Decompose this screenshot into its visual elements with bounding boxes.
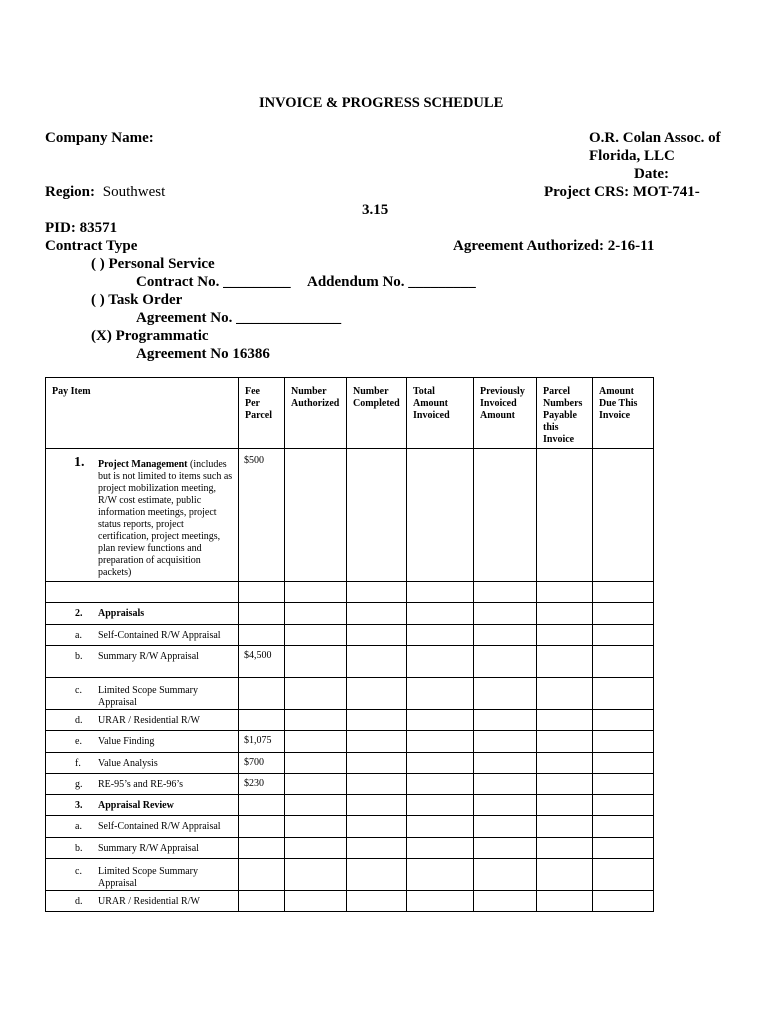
option-personal-service: ( ) Personal Service bbox=[91, 256, 215, 272]
fee-value bbox=[239, 625, 284, 629]
previously-invoiced-cell bbox=[474, 710, 537, 731]
agreement-authorized: Agreement Authorized: 2-16-11 bbox=[453, 238, 655, 254]
pay-item-cell bbox=[46, 449, 239, 582]
number-completed-cell bbox=[347, 678, 407, 710]
previously-invoiced-cell bbox=[474, 582, 537, 603]
number-completed-cell bbox=[347, 625, 407, 646]
parcel-numbers-cell bbox=[537, 774, 593, 795]
total-amount-cell bbox=[407, 891, 474, 912]
pay-item-description: Appraisals bbox=[98, 608, 145, 619]
pay-item-letter: b. bbox=[75, 843, 83, 854]
table-header-row bbox=[46, 378, 654, 449]
progress-schedule-table bbox=[45, 377, 654, 912]
number-authorized-cell bbox=[285, 582, 347, 603]
parcel-numbers-cell bbox=[537, 449, 593, 582]
pay-item-description: Value Analysis bbox=[98, 758, 158, 769]
pay-item-description: Summary R/W Appraisal bbox=[98, 843, 199, 854]
pay-item-description: Limited Scope Summary bbox=[98, 685, 198, 696]
number-authorized-cell bbox=[285, 731, 347, 753]
total-amount-cell bbox=[407, 795, 474, 816]
table-row bbox=[46, 753, 654, 774]
fee-value bbox=[239, 710, 284, 714]
parcel-numbers-cell bbox=[537, 731, 593, 753]
number-authorized-cell bbox=[285, 710, 347, 731]
fee-cell bbox=[239, 710, 285, 731]
number-completed-cell bbox=[347, 774, 407, 795]
amount-due-cell bbox=[593, 710, 654, 731]
header-text: Authorized bbox=[291, 398, 340, 409]
number-authorized-cell bbox=[285, 678, 347, 710]
table-row-project-management bbox=[46, 449, 654, 582]
pay-item-cell bbox=[46, 646, 239, 678]
fee-value bbox=[239, 816, 284, 820]
pay-item-cell bbox=[46, 731, 239, 753]
previously-invoiced-cell bbox=[474, 449, 537, 582]
number-completed-cell bbox=[347, 753, 407, 774]
region-value: Southwest bbox=[102, 184, 166, 200]
fee-cell bbox=[239, 646, 285, 678]
header-text: Number bbox=[291, 386, 327, 397]
parcel-numbers-cell bbox=[537, 582, 593, 603]
parcel-numbers-cell bbox=[537, 710, 593, 731]
previously-invoiced-cell bbox=[474, 774, 537, 795]
parcel-numbers-cell bbox=[537, 646, 593, 678]
company-name-line2: Florida, LLC bbox=[589, 148, 675, 164]
amount-due-cell bbox=[593, 582, 654, 603]
addendum-no: Addendum No. _________ bbox=[307, 274, 476, 290]
fee-cell bbox=[239, 582, 285, 603]
header-text: Pay Item bbox=[52, 386, 91, 397]
number-completed-cell bbox=[347, 731, 407, 753]
previously-invoiced-cell bbox=[474, 859, 537, 891]
number-authorized-cell bbox=[285, 753, 347, 774]
fee-cell bbox=[239, 838, 285, 859]
pay-item-cell bbox=[46, 603, 239, 625]
total-amount-cell bbox=[407, 710, 474, 731]
total-amount-cell bbox=[407, 838, 474, 859]
header-text: Invoiced bbox=[413, 410, 450, 421]
pay-item-cell bbox=[46, 753, 239, 774]
total-amount-cell bbox=[407, 816, 474, 838]
number-authorized-cell bbox=[285, 838, 347, 859]
project-crs: Project CRS: MOT-741- bbox=[544, 184, 700, 200]
fee-value: $1,075 bbox=[244, 735, 272, 746]
number-authorized-cell bbox=[285, 795, 347, 816]
pay-item-description: Limited Scope Summary bbox=[98, 866, 198, 877]
previously-invoiced-cell bbox=[474, 795, 537, 816]
number-authorized-cell bbox=[285, 625, 347, 646]
fee-cell bbox=[239, 603, 285, 625]
fee-cell bbox=[239, 625, 285, 646]
previously-invoiced-cell bbox=[474, 646, 537, 678]
fee-cell bbox=[239, 753, 285, 774]
previously-invoiced-cell bbox=[474, 816, 537, 838]
fee-cell bbox=[239, 859, 285, 891]
header-text: Previously bbox=[480, 386, 525, 397]
col-header-number-authorized bbox=[285, 378, 347, 449]
number-completed-cell bbox=[347, 838, 407, 859]
parcel-numbers-cell bbox=[537, 795, 593, 816]
table-row bbox=[46, 582, 654, 603]
project-crs-continued: 3.15 bbox=[362, 202, 389, 218]
company-label: Company Name: bbox=[45, 130, 154, 146]
amount-due-cell bbox=[593, 625, 654, 646]
fee-cell bbox=[239, 891, 285, 912]
col-header-parcel-numbers bbox=[537, 378, 593, 449]
pay-item-description: Self-Contained R/W Appraisal bbox=[98, 630, 221, 641]
table-row bbox=[46, 731, 654, 753]
col-header-number-completed bbox=[347, 378, 407, 449]
pay-item-cell bbox=[46, 838, 239, 859]
amount-due-cell bbox=[593, 646, 654, 678]
col-header-fee-per-parcel bbox=[239, 378, 285, 449]
header-text: Payable bbox=[543, 410, 577, 421]
pay-item-cell bbox=[46, 678, 239, 710]
header-text: Per bbox=[245, 398, 260, 409]
col-header-total-amount-invoiced bbox=[407, 378, 474, 449]
pay-item-letter: e. bbox=[75, 736, 82, 747]
total-amount-cell bbox=[407, 603, 474, 625]
parcel-numbers-cell bbox=[537, 625, 593, 646]
fee-cell bbox=[239, 774, 285, 795]
number-authorized-cell bbox=[285, 774, 347, 795]
header-text: Invoice bbox=[599, 410, 631, 421]
pay-item-letter: 2. bbox=[75, 608, 83, 619]
pay-item-cell bbox=[46, 774, 239, 795]
number-completed-cell bbox=[347, 891, 407, 912]
table-row bbox=[46, 678, 654, 710]
header-text: Amount bbox=[480, 410, 516, 421]
amount-due-cell bbox=[593, 774, 654, 795]
fee-value bbox=[239, 582, 284, 586]
fee-value: $230 bbox=[244, 778, 264, 789]
number-completed-cell bbox=[347, 449, 407, 582]
fee-value bbox=[239, 891, 284, 895]
previously-invoiced-cell bbox=[474, 838, 537, 859]
pay-item-description: Value Finding bbox=[98, 736, 155, 747]
pay-item-cell bbox=[46, 710, 239, 731]
pay-item-cell bbox=[46, 816, 239, 838]
total-amount-cell bbox=[407, 582, 474, 603]
pay-item-description: Self-Contained R/W Appraisal bbox=[98, 821, 221, 832]
amount-due-cell bbox=[593, 449, 654, 582]
pay-item-letter: 3. bbox=[75, 800, 83, 811]
header-text: Number bbox=[353, 386, 389, 397]
pay-item-number: 1. bbox=[74, 455, 85, 470]
total-amount-cell bbox=[407, 774, 474, 795]
header-text: Total bbox=[413, 386, 435, 397]
header-text: Fee bbox=[245, 386, 260, 397]
header-text: this bbox=[543, 422, 559, 433]
region-line bbox=[45, 184, 165, 201]
number-authorized-cell bbox=[285, 603, 347, 625]
amount-due-cell bbox=[593, 891, 654, 912]
total-amount-cell bbox=[407, 859, 474, 891]
fee-cell bbox=[239, 678, 285, 710]
table-row bbox=[46, 816, 654, 838]
total-amount-cell bbox=[407, 646, 474, 678]
parcel-numbers-cell bbox=[537, 603, 593, 625]
pay-item-description: Appraisal Review bbox=[98, 800, 174, 811]
option-programmatic: (X) Programmatic bbox=[91, 328, 209, 344]
table-row bbox=[46, 891, 654, 912]
header-text: Numbers bbox=[543, 398, 583, 409]
fee-cell bbox=[239, 731, 285, 753]
pay-item-cell bbox=[46, 859, 239, 891]
pay-item-description-cont: Appraisal bbox=[98, 878, 137, 889]
amount-due-cell bbox=[593, 678, 654, 710]
table-body bbox=[46, 582, 654, 912]
pay-item-letter: c. bbox=[75, 866, 82, 877]
pay-item-letter: d. bbox=[75, 896, 83, 907]
fee-value: $4,500 bbox=[244, 650, 272, 661]
previously-invoiced-cell bbox=[474, 731, 537, 753]
pay-item-description bbox=[98, 459, 233, 579]
page-title: INVOICE & PROGRESS SCHEDULE bbox=[259, 95, 504, 111]
col-header-amount-due bbox=[593, 378, 654, 449]
table-row bbox=[46, 859, 654, 891]
previously-invoiced-cell bbox=[474, 625, 537, 646]
table-row bbox=[46, 838, 654, 859]
header-text: Invoiced bbox=[480, 398, 517, 409]
previously-invoiced-cell bbox=[474, 891, 537, 912]
fee-cell bbox=[239, 795, 285, 816]
parcel-numbers-cell bbox=[537, 891, 593, 912]
col-header-previously-invoiced bbox=[474, 378, 537, 449]
parcel-numbers-cell bbox=[537, 838, 593, 859]
pay-item-description-cont: Appraisal bbox=[98, 697, 137, 708]
amount-due-cell bbox=[593, 859, 654, 891]
pay-item-letter: b. bbox=[75, 651, 83, 662]
header-text: Parcel bbox=[543, 386, 571, 397]
fee-value bbox=[239, 859, 284, 865]
amount-due-cell bbox=[593, 838, 654, 859]
pid: PID: 83571 bbox=[45, 220, 118, 236]
total-amount-cell bbox=[407, 753, 474, 774]
number-authorized-cell bbox=[285, 816, 347, 838]
header-text: Invoice bbox=[543, 434, 575, 445]
pay-item-letter: f. bbox=[75, 758, 81, 769]
previously-invoiced-cell bbox=[474, 603, 537, 625]
pay-item-description: URAR / Residential R/W bbox=[98, 896, 200, 907]
pay-item-details: (includes but is not limited to items such as project mobilization meeting, R/W cost estimate, public information meetings, project status reports, project certification, project meetings, plan review functions and preparation of acquisition packets) bbox=[98, 459, 233, 578]
header-text: Due This bbox=[599, 398, 638, 409]
previously-invoiced-cell bbox=[474, 753, 537, 774]
number-completed-cell bbox=[347, 582, 407, 603]
table-row bbox=[46, 795, 654, 816]
agreement-no: Agreement No 16386 bbox=[136, 346, 270, 362]
total-amount-cell bbox=[407, 449, 474, 582]
pay-item-letter: a. bbox=[75, 821, 82, 832]
number-authorized-cell bbox=[285, 449, 347, 582]
number-authorized-cell bbox=[285, 891, 347, 912]
fee-value: $700 bbox=[244, 757, 264, 768]
number-completed-cell bbox=[347, 859, 407, 891]
pay-item-description: URAR / Residential R/W bbox=[98, 715, 200, 726]
table-row bbox=[46, 710, 654, 731]
table-row bbox=[46, 603, 654, 625]
parcel-numbers-cell bbox=[537, 753, 593, 774]
date-label: Date: bbox=[634, 166, 669, 182]
pay-item-letter: c. bbox=[75, 685, 82, 696]
parcel-numbers-cell bbox=[537, 859, 593, 891]
total-amount-cell bbox=[407, 625, 474, 646]
header-text: Amount bbox=[599, 386, 635, 397]
number-authorized-cell bbox=[285, 646, 347, 678]
header-text: Amount bbox=[413, 398, 449, 409]
col-header-pay-item bbox=[46, 378, 239, 449]
pay-item-cell bbox=[46, 625, 239, 646]
company-name-line1: O.R. Colan Assoc. of bbox=[589, 130, 721, 146]
number-authorized-cell bbox=[285, 859, 347, 891]
pay-item-description: Summary R/W Appraisal bbox=[98, 651, 199, 662]
fee-value bbox=[239, 795, 284, 799]
pay-item-title: Project Management bbox=[98, 459, 188, 470]
contract-no: Contract No. _________ bbox=[136, 274, 291, 290]
amount-due-cell bbox=[593, 816, 654, 838]
amount-due-cell bbox=[593, 795, 654, 816]
fee-value bbox=[239, 603, 284, 607]
total-amount-cell bbox=[407, 678, 474, 710]
amount-due-cell bbox=[593, 603, 654, 625]
fee-value bbox=[239, 678, 284, 684]
table-row bbox=[46, 625, 654, 646]
pay-item-cell bbox=[46, 582, 239, 603]
number-completed-cell bbox=[347, 710, 407, 731]
option-task-order: ( ) Task Order bbox=[91, 292, 183, 308]
header-text: Parcel bbox=[245, 410, 273, 421]
parcel-numbers-cell bbox=[537, 678, 593, 710]
number-completed-cell bbox=[347, 603, 407, 625]
fee-value bbox=[239, 838, 284, 842]
region-label: Region: bbox=[45, 184, 95, 200]
pay-item-cell bbox=[46, 891, 239, 912]
pay-item-description: RE-95’s and RE-96’s bbox=[98, 779, 183, 790]
pay-item-letter: d. bbox=[75, 715, 83, 726]
amount-due-cell bbox=[593, 753, 654, 774]
table-row bbox=[46, 646, 654, 678]
previously-invoiced-cell bbox=[474, 678, 537, 710]
header-text: Completed bbox=[353, 398, 400, 409]
fee-value: $500 bbox=[244, 455, 264, 466]
table-row bbox=[46, 774, 654, 795]
pay-item-cell bbox=[46, 795, 239, 816]
number-completed-cell bbox=[347, 816, 407, 838]
amount-due-cell bbox=[593, 731, 654, 753]
pay-item-letter: g. bbox=[75, 779, 83, 790]
total-amount-cell bbox=[407, 731, 474, 753]
pay-item-letter: a. bbox=[75, 630, 82, 641]
fee-cell bbox=[239, 816, 285, 838]
parcel-numbers-cell bbox=[537, 816, 593, 838]
number-completed-cell bbox=[347, 795, 407, 816]
number-completed-cell bbox=[347, 646, 407, 678]
agreement-no-blank: Agreement No. ______________ bbox=[136, 310, 342, 326]
contract-type-label: Contract Type bbox=[45, 238, 138, 254]
fee-cell bbox=[239, 449, 285, 582]
